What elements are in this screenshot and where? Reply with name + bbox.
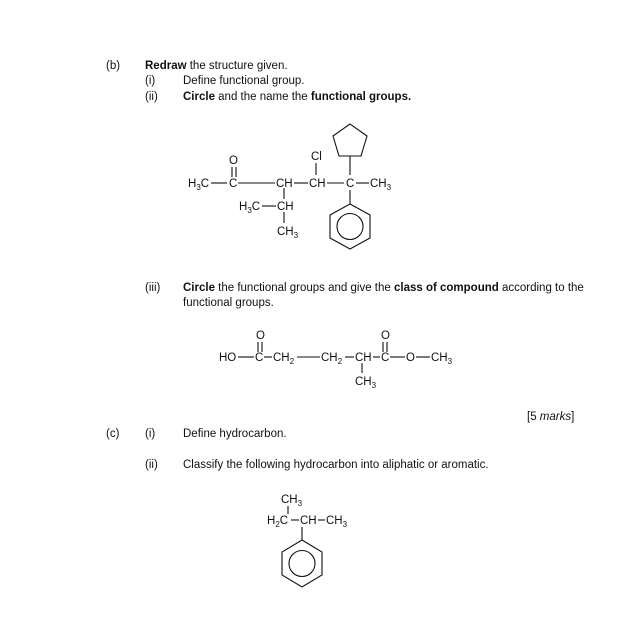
s2-o2-label: O [381, 330, 390, 342]
s3-ch3-right-label: $CH_3$ [326, 515, 348, 529]
s2-ch2-a-label: $CH_2$ [273, 352, 295, 366]
s1-cl-label: Cl [311, 151, 322, 163]
s2-ch3-end-label: $CH_3$ [431, 352, 453, 366]
s1-cyclopentane-ring [333, 124, 367, 156]
item-b-i-num: (i) [145, 75, 156, 87]
s2-ester-c-label: C [381, 352, 390, 364]
s1-ch-a-label: CH [276, 178, 293, 190]
item-b-ii-mid: and the name the [214, 91, 311, 103]
s3-ch-label: CH [300, 515, 317, 527]
item-b-ii-bold1: Circle [183, 91, 215, 103]
s3-h2c-label: $H_2C$ [267, 515, 289, 529]
s3-ch3-top-label: $CH_3$ [281, 494, 303, 508]
structure-1 [188, 124, 392, 249]
intro-rest: the structure given. [186, 60, 288, 72]
s2-ch3-branch-label: $CH_3$ [355, 376, 377, 390]
item-b-iii-bold1: Circle [183, 282, 215, 294]
marks-word: marks [539, 411, 572, 423]
s1-ch-b-label: CH [309, 178, 326, 190]
marks-close: ] [571, 411, 575, 423]
s2-ch-label: CH [355, 352, 372, 364]
s3-benzene-ring [282, 540, 322, 587]
item-b-i-text: Define functional group. [183, 75, 305, 87]
item-b-iii-mid: the functional groups and give the [214, 282, 394, 294]
s2-ch2-b-label: $CH_2$ [321, 352, 343, 366]
item-b-ii-bold2: functional groups. [310, 91, 412, 103]
part-b-label: (b) [106, 60, 121, 72]
item-b-iii-line2: functional groups. [183, 297, 274, 309]
structure-2 [219, 330, 453, 390]
s1-benzene-ring [330, 204, 370, 249]
s1-benzene-circle [337, 214, 363, 240]
s1-ch3-bottom-label: $CH_3$ [277, 226, 299, 240]
item-c-i-num: (i) [145, 428, 156, 440]
s3-benzene-circle [289, 551, 315, 577]
item-c-ii-num: (ii) [145, 459, 158, 471]
s2-c1-label: C [255, 352, 264, 364]
item-b-iii-rest: according to the [498, 282, 584, 294]
s2-ester-o-label: O [406, 352, 415, 364]
s1-ch-branch-label: CH [277, 201, 294, 213]
part-c-label: (c) [106, 428, 120, 440]
intro-bold: Redraw [145, 60, 187, 72]
s1-ch3-right-label: $CH_3$ [370, 178, 392, 192]
item-c-i-text: Define hydrocarbon. [183, 428, 287, 440]
s2-o1-label: O [256, 330, 265, 342]
item-b-ii-num: (ii) [145, 91, 158, 103]
item-c-ii-text: Classify the following hydrocarbon into aliphatic or aromatic. [183, 459, 489, 471]
s1-quat-c-label: C [346, 178, 355, 190]
marks-number: [5 [527, 411, 540, 423]
s2-ho-label: HO [219, 352, 237, 364]
structure-3 [267, 494, 348, 587]
s1-carbonyl-c-label: C [229, 178, 238, 190]
s1-h3c-label: $H_3C$ [188, 178, 210, 192]
item-b-iii-num: (iii) [145, 282, 161, 294]
s1-h3c-branch-label: $H_3C$ [239, 201, 261, 215]
s1-oxygen-label: O [229, 155, 238, 167]
item-b-iii-bold2: class of compound [393, 282, 499, 294]
